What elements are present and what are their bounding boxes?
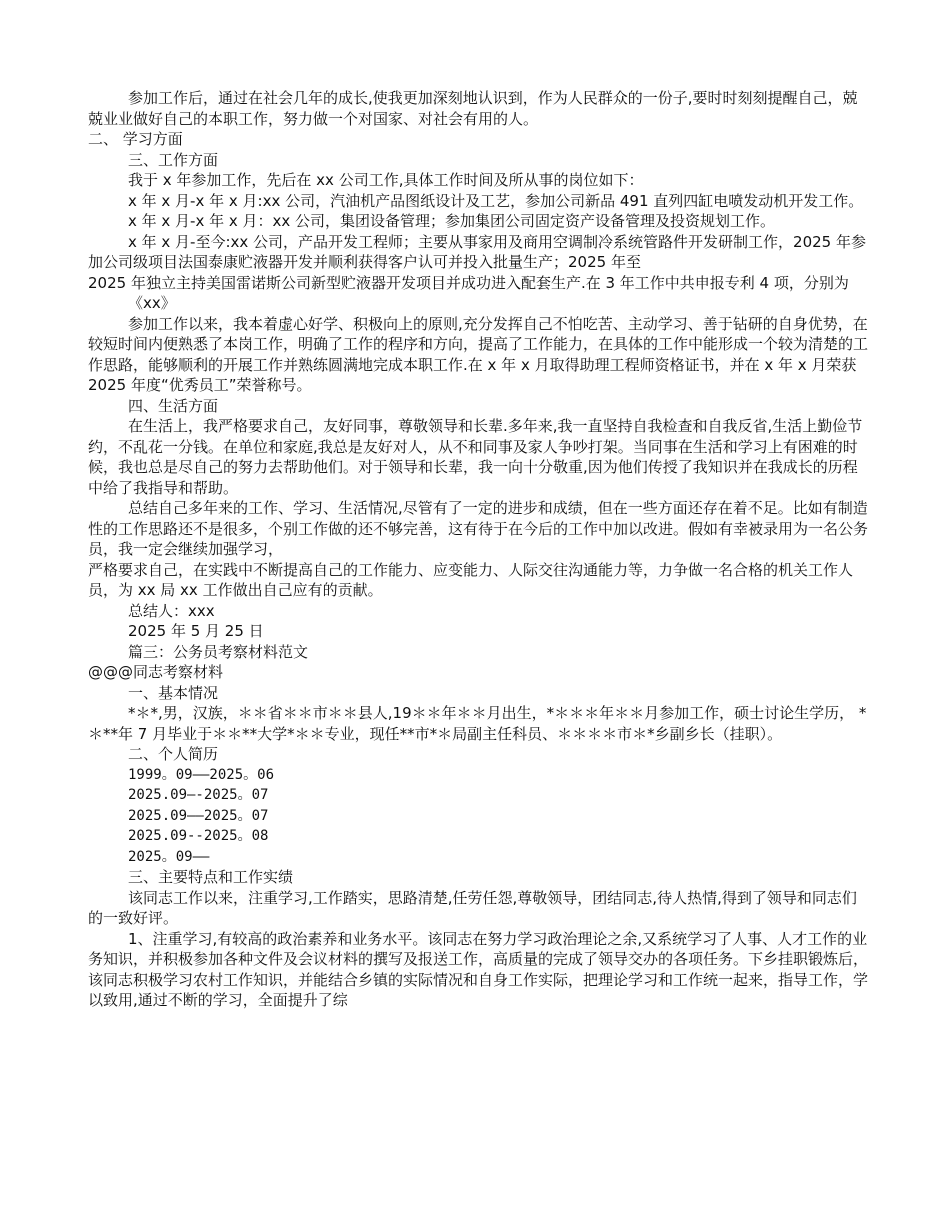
- text-paragraph: 篇三：公务员考察材料范文: [128, 642, 309, 661]
- text-paragraph: 总结人：xxx: [128, 601, 215, 620]
- text-paragraph: 总结自己多年来的工作、学习、生活情况,尽管有了一定的进步和成绩，但在一些方面还存在着不足。比如有制造性的工作思路还不是很多，个别工作做的还不够完善，这有待于在今后的工作中加以改进。假如有幸被录用为一名公务员，我一定会继续加强学习，: [88, 499, 869, 558]
- text-paragraph: x 年 x 月-至今:xx 公司，产品开发工程师；主要从事家用及商用空调制冷系统管路件开发研制工作，2025 年参加公司级项目法国泰康贮液器开发并顺利获得客户认可并投入批量生产；2025 年至: [88, 232, 866, 271]
- text-paragraph: 2025。09——: [128, 848, 210, 865]
- text-paragraph: 1999。09——2025。06: [128, 766, 275, 783]
- text-paragraph: 2025 年 5 月 25 日: [128, 622, 264, 640]
- text-paragraph: 2025.09——2025。07: [128, 807, 269, 824]
- text-paragraph: 2025.09--2025。08: [128, 828, 269, 844]
- text-paragraph: @@@同志考察材料: [88, 663, 224, 681]
- text-paragraph: 二、个人简历: [128, 745, 219, 763]
- document-page: [88, 88, 868, 1011]
- text-paragraph: x 年 x 月-x 年 x 月：xx 公司，集团设备管理；参加集团公司固定资产设备管理及投资规划工作。: [128, 212, 776, 230]
- text-paragraph: 在生活上，我严格要求自己，友好同事，尊敬领导和长辈.多年来,我一直坚持自我检查和自我反省,生活上勤俭节约，不乱花一分钱。在单位和家庭,我总是友好对人，从不和同事及家人争吵打架。当同事在生活和学习上有困难的时候，我也总是尽自己的努力去帮助他们。对于领导和长辈，我一向十分敬重,因为他们传授了我知识并在我成长的历程中给了我指导和帮助。: [88, 417, 863, 497]
- text-paragraph: 参加工作以来，我本着虚心好学、积极向上的原则,充分发挥自己不怕吃苦、主动学习、善于钻研的自身优势，在较短时间内便熟悉了本岗工作，明确了工作的程序和方向，提高了工作能力，在具体的工作中能形成一个较为清楚的工作思路，能够顺利的开展工作并熟练圆满地完成本职工作.在 x 年 x 月取得助理工程师资格证书，并在 x 年 x 月荣获 2025 年度“优秀员工”荣誉称号。: [88, 314, 869, 394]
- text-paragraph: 参加工作后，通过在社会几年的成长,使我更加深刻地认识到，作为人民群众的一份子,要时时刻刻提醒自己，兢兢业业做好自己的本职工作，努力做一个对国家、对社会有用的人。: [88, 89, 858, 128]
- text-paragraph: x 年 x 月-x 年 x 月:xx 公司，汽油机产品图纸设计及工艺，参加公司新品 491 直列四缸电喷发动机开发工作。: [128, 191, 864, 210]
- text-paragraph: 2025 年独立主持美国雷诺斯公司新型贮液器开发项目并成功进入配套生产.在 3 年工作中共申报专利 4 项，分别为: [88, 273, 849, 292]
- text-paragraph: 二、 学习方面: [88, 130, 183, 148]
- text-paragraph: 该同志工作以来，注重学习,工作踏实，思路清楚,任劳任怨,尊敬领导，团结同志,待人热情,得到了领导和同志们的一致好评。: [88, 888, 857, 927]
- text-paragraph: 四、生活方面: [128, 396, 219, 415]
- text-paragraph: 我于 x 年参加工作，先后在 xx 公司工作,具体工作时间及所从事的岗位如下：: [128, 171, 644, 189]
- text-paragraph: 一、基本情况: [128, 683, 219, 702]
- text-paragraph: 三、工作方面: [128, 150, 219, 169]
- text-paragraph: 严格要求自己，在实践中不断提高自己的工作能力、应变能力、人际交往沟通能力等，力争做一名合格的机关工作人员，为 xx 局 xx 工作做出自己应有的贡献。: [88, 560, 854, 599]
- text-paragraph: 1、注重学习,有较高的政治素养和业务水平。该同志在努力学习政治理论之余,又系统学习了人事、人才工作的业务知识，并积极参加各种文件及会议材料的撰写及报送工作，高质量的完成了领导交办的各项任务。下乡挂职锻炼后，该同志积极学习农村工作知识，并能结合乡镇的实际情况和自身工作实际，把理论学习和工作统一起来，指导工作，学以致用,通过不断的学习，全面提升了综: [88, 929, 869, 1009]
- text-paragraph: 三、主要特点和工作实绩: [128, 868, 294, 886]
- text-paragraph: 《xx》: [128, 294, 176, 312]
- text-paragraph: *＊*,男，汉族，＊＊省＊＊市＊＊县人,19＊＊年＊＊月出生，*＊＊＊年＊＊月参加工作，硕士讨论生学历， *＊**年 7 月毕业于＊＊**大学*＊＊专业，现任**市*＊局副主任科员、＊＊＊＊市＊*乡副乡长（挂职）。: [88, 704, 867, 743]
- text-paragraph: 2025.09—-2025。07: [128, 787, 269, 803]
